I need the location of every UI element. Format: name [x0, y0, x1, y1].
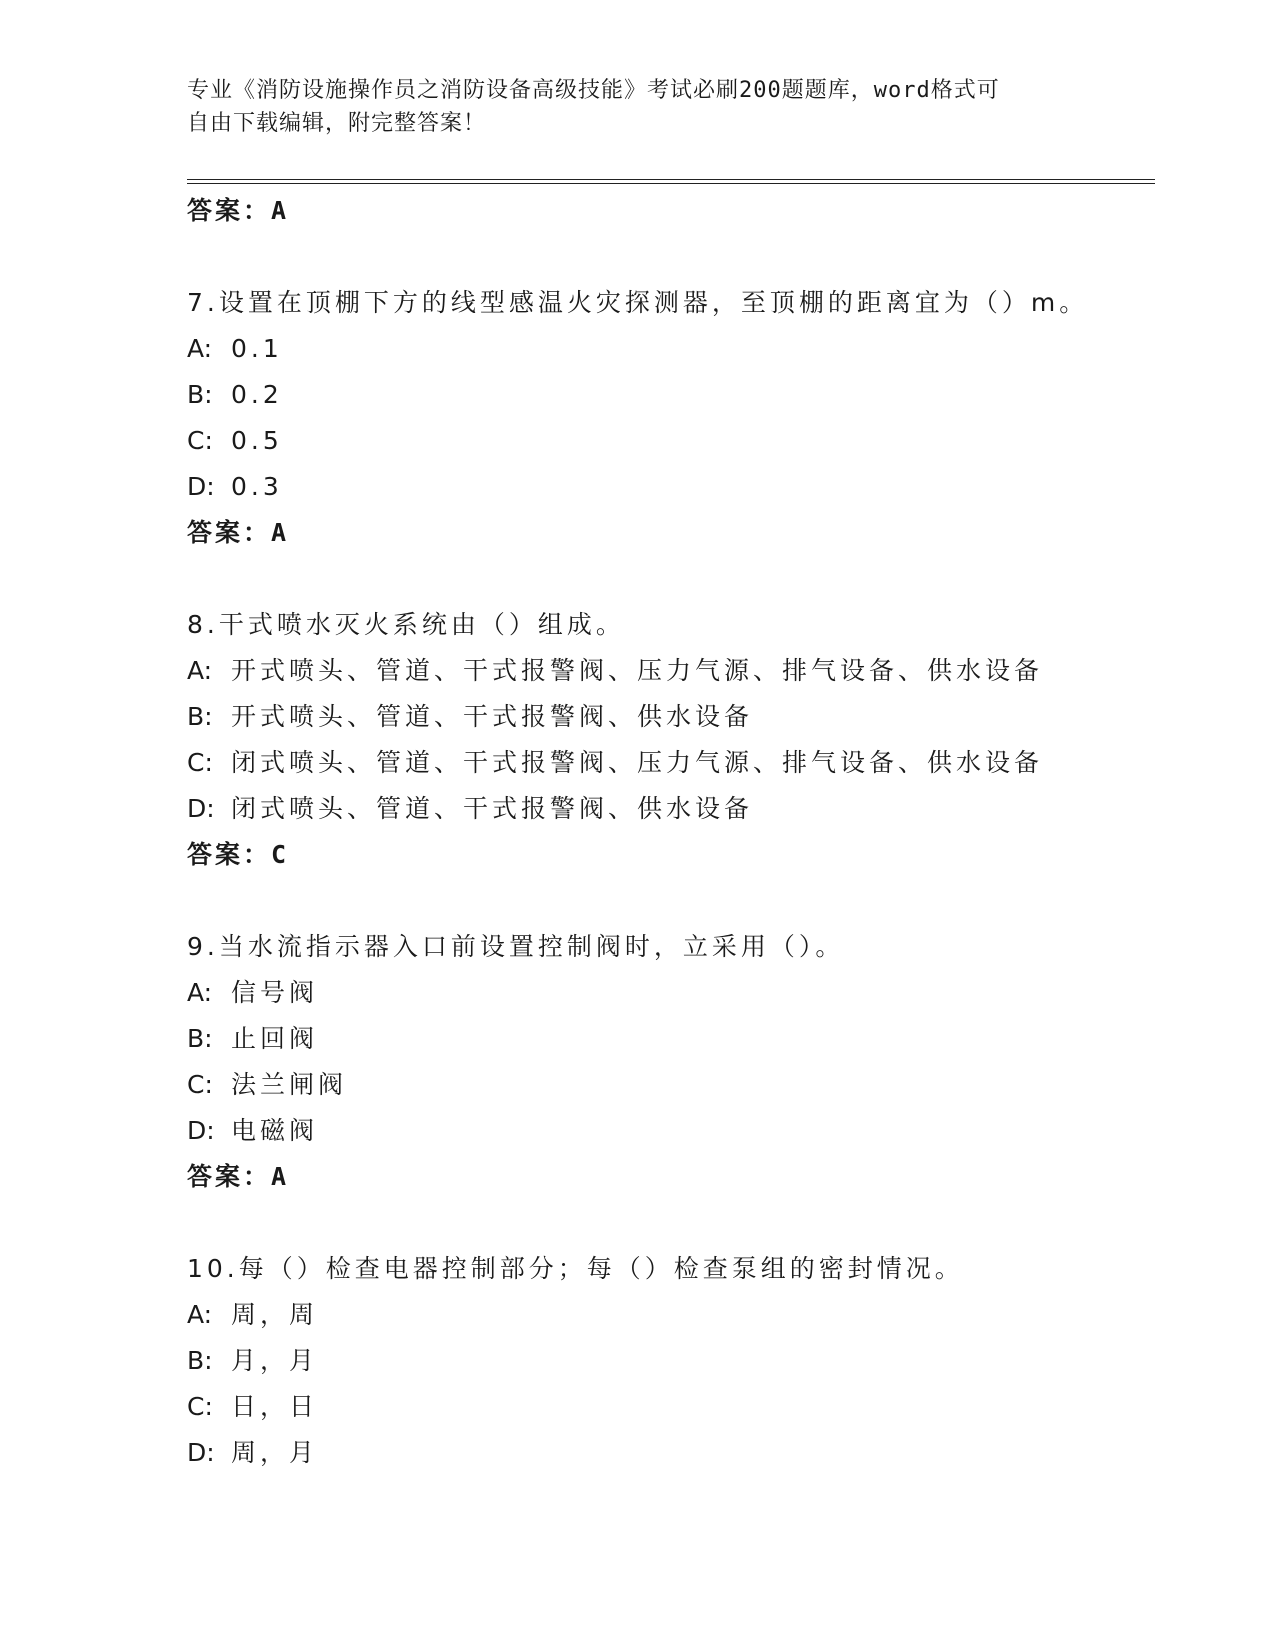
option-letter: D: [187, 1438, 215, 1467]
option-letter: B: [187, 380, 213, 409]
option-a [187, 1292, 1155, 1338]
question-9 [187, 924, 1155, 1200]
spacer [187, 1200, 1155, 1246]
option-d [187, 464, 1155, 510]
question-stem: 9.当水流指示器入口前设置控制阀时，立采用（）。 [187, 932, 845, 961]
option-c [187, 1062, 1155, 1108]
option-text: 开式喷头、管道、干式报警阀、压力气源、排气设备、供水设备 [231, 656, 1044, 685]
option-letter: C: [187, 426, 213, 455]
document-header [187, 74, 1067, 140]
question-list [187, 188, 1155, 1476]
option-text: 0.5 [231, 426, 283, 455]
option-text: 0.3 [231, 472, 283, 501]
option-letter: D: [187, 472, 215, 501]
answer: 答案：A [187, 518, 290, 547]
option-text: 周，周 [231, 1300, 319, 1329]
answer: 答案：C [187, 840, 290, 869]
option-text: 周，月 [231, 1438, 319, 1467]
option-b [187, 372, 1155, 418]
question-7 [187, 280, 1155, 556]
option-letter: D: [187, 1116, 215, 1145]
option-text: 信号阀 [231, 978, 319, 1007]
header-rule-top [187, 179, 1155, 180]
option-text: 开式喷头、管道、干式报警阀、供水设备 [231, 702, 754, 731]
option-letter: B: [187, 1346, 213, 1375]
option-text: 闭式喷头、管道、干式报警阀、供水设备 [231, 794, 754, 823]
question-stem: 7.设置在顶棚下方的线型感温火灾探测器，至顶棚的距离宜为（）m。 [187, 288, 1089, 317]
spacer [187, 878, 1155, 924]
option-text: 0.1 [231, 334, 283, 363]
option-d [187, 1108, 1155, 1154]
option-letter: C: [187, 1070, 213, 1099]
option-letter: C: [187, 748, 213, 777]
option-text: 电磁阀 [231, 1116, 319, 1145]
header-line-1: 专业《消防设施操作员之消防设备高级技能》考试必刷200题题库，word格式可 [187, 78, 1000, 103]
option-b [187, 1016, 1155, 1062]
option-letter: A: [187, 334, 213, 363]
option-letter: A: [187, 1300, 213, 1329]
option-text: 法兰闸阀 [231, 1070, 348, 1099]
option-c [187, 418, 1155, 464]
option-d [187, 786, 1155, 832]
option-text: 0.2 [231, 380, 283, 409]
option-letter: B: [187, 1024, 213, 1053]
previous-answer: 答案：A [187, 196, 290, 225]
option-d [187, 1430, 1155, 1476]
option-letter: B: [187, 702, 213, 731]
option-a [187, 970, 1155, 1016]
option-text: 闭式喷头、管道、干式报警阀、压力气源、排气设备、供水设备 [231, 748, 1044, 777]
spacer [187, 234, 1155, 280]
question-10 [187, 1246, 1155, 1476]
option-letter: A: [187, 656, 213, 685]
option-c [187, 740, 1155, 786]
answer: 答案：A [187, 1162, 290, 1191]
header-rule-bottom [187, 183, 1155, 184]
option-a [187, 326, 1155, 372]
option-c [187, 1384, 1155, 1430]
option-letter: D: [187, 794, 215, 823]
option-b [187, 1338, 1155, 1384]
option-text: 月，月 [231, 1346, 319, 1375]
question-stem: 10.每（）检查电器控制部分；每（）检查泵组的密封情况。 [187, 1254, 964, 1283]
option-a [187, 648, 1155, 694]
option-letter: A: [187, 978, 213, 1007]
question-8 [187, 602, 1155, 878]
question-stem: 8.干式喷水灭火系统由（）组成。 [187, 610, 625, 639]
header-line-2: 自由下载编辑，附完整答案！ [187, 111, 487, 136]
option-text: 止回阀 [231, 1024, 319, 1053]
option-text: 日，日 [231, 1392, 319, 1421]
option-b [187, 694, 1155, 740]
option-letter: C: [187, 1392, 213, 1421]
spacer [187, 556, 1155, 602]
